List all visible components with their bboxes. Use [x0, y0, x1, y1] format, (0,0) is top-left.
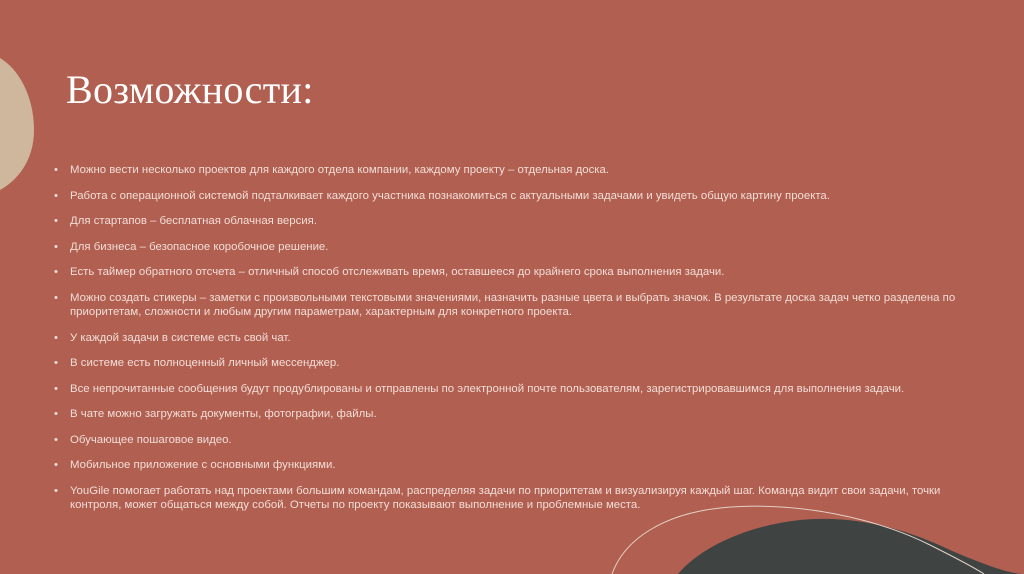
bullet-item: [54, 382, 974, 397]
slide-title: Возможности:: [66, 67, 314, 112]
bullet-text: Работа с операционной системой подталкивает каждого участника познакомиться с актуальными задачами и увидеть общую картину проекта.: [70, 189, 830, 202]
bullet-item: [54, 433, 974, 448]
bullet-item: [54, 240, 974, 255]
bullet-dot: •: [54, 484, 58, 497]
bullet-item: [54, 163, 974, 178]
bullet-text: Все непрочитанные сообщения будут продублированы и отправлены по электронной почте пользователям, зарегистрировавшимся для выполнения задачи.: [70, 382, 905, 395]
bullet-text: Для стартапов – бесплатная облачная версия.: [70, 215, 317, 227]
bullet-item: [54, 189, 974, 204]
bullet-dot: •: [54, 189, 58, 202]
bullet-dot: •: [54, 331, 58, 344]
bullet-item: [54, 356, 974, 371]
bullet-dot: •: [54, 164, 58, 176]
dark-wave-shape: [678, 519, 1024, 574]
bullet-dot: •: [54, 266, 58, 278]
bullet-text: Мобильное приложение с основными функциями.: [70, 459, 336, 471]
bullet-list: [54, 163, 974, 524]
bullet-dot: •: [54, 459, 58, 471]
bullet-dot: •: [54, 433, 58, 446]
bullet-text: У каждой задачи в системе есть свой чат.: [70, 331, 291, 344]
bullet-item: [54, 331, 974, 346]
bullet-text: В чате можно загружать документы, фотографии, файлы.: [70, 408, 377, 420]
bullet-item: [54, 484, 974, 513]
bullet-item: [54, 291, 974, 320]
bullet-item: [54, 407, 974, 422]
bullet-text: Можно создать стикеры – заметки с произвольными текстовыми значениями, назначить разные цвета и выбрать значок. В результате доска задач четко разделена по приоритетам, сложности и любым другим параметрам, характерным для конкретного проекта.: [70, 291, 956, 318]
bullet-text: Есть таймер обратного отсчета – отличный способ отслеживать время, оставшееся до крайнего срока выполнения задачи.: [70, 266, 725, 278]
bullet-item: [54, 458, 974, 473]
bullet-text: Обучающее пошаговое видео.: [70, 433, 232, 446]
bullet-dot: •: [54, 291, 58, 304]
bullet-dot: •: [54, 215, 58, 227]
bullet-text: Для бизнеса – безопасное коробочное решение.: [70, 240, 329, 253]
bullet-text: В системе есть полноценный личный мессенджер.: [70, 357, 340, 369]
bullet-text: Можно вести несколько проектов для каждого отдела компании, каждому проекту – отдельная доска.: [70, 164, 610, 176]
bullet-dot: •: [54, 240, 58, 253]
bullet-item: [54, 214, 974, 229]
bullet-dot: •: [54, 382, 58, 395]
bullet-item: [54, 265, 974, 280]
beige-blob-shape: [0, 58, 34, 190]
bullet-text: YouGile помогает работать над проектами большим командам, распределяя задачи по приоритетам и визуализируя каждый шаг. Команда видит свои задачи, точки контроля, может общаться между собой. Отчеты по проекту показывают выполнение и проблемные места.: [70, 484, 941, 511]
bullet-dot: •: [54, 408, 58, 420]
bullet-dot: •: [54, 357, 58, 369]
